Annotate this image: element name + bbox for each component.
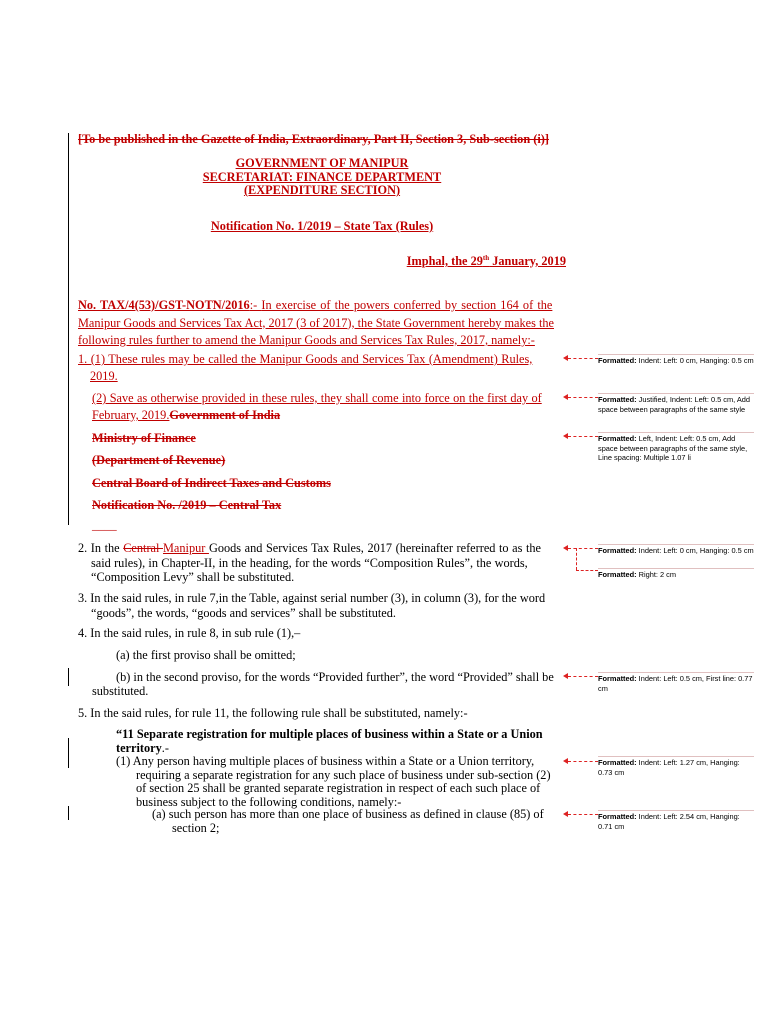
date-prefix: Imphal, the 29 — [406, 254, 483, 269]
rule1-del-cbic: Central Board of Indirect Taxes and Customs — [92, 476, 331, 490]
preamble-line1: In exercise of the powers conferred by section 164 of the — [261, 298, 553, 312]
comment-label: Formatted: — [598, 356, 637, 365]
comment-text: Justified, Indent: Left: 0.5 cm, Add space between paragraphs of the same style — [598, 395, 750, 414]
comment-text: Indent: Left: 2.54 cm, Hanging: 0.71 cm — [598, 812, 740, 831]
change-bar — [68, 738, 69, 768]
rule5-p1-l3: of section 25 shall be granted separate registration in respect of each such place of — [136, 781, 541, 796]
comment-balloon[interactable] — [598, 672, 754, 693]
leader-line — [568, 397, 598, 398]
comment-balloon[interactable] — [598, 354, 754, 366]
rule2-rest1: Goods and Services Tax Rules, 2017 (hereinafter referred to as the — [208, 541, 541, 555]
rule3-line1: 3. In the said rules, in rule 7,in the Table, against serial number (3), in column (3), for the word — [78, 591, 546, 605]
notification-title: Notification No. 1/2019 – State Tax (Rules) — [210, 219, 434, 233]
comment-text: Indent: Left: 1.27 cm, Hanging: 0.73 cm — [598, 758, 740, 777]
rule2-line2b: in Chapter-II, in the heading, for the words “Composition Rules”, the words, — [145, 555, 528, 570]
preamble-line3: following rules further to amend the Manipur Goods and Services Tax Rules, 2017, namely:- — [78, 333, 535, 347]
rule1-line2: 2019. — [90, 369, 118, 383]
rule4-sub-b1: (b) in the second proviso, for the words “Provided further”, the word “Provided” shall be — [116, 670, 554, 684]
comment-text: Indent: Left: 0.5 cm, First line: 0.77 cm — [598, 674, 753, 693]
rule5-heading1: “11 Separate registration for multiple places of business within a State or a Union — [116, 727, 543, 741]
rule3 — [78, 591, 570, 620]
comment-label: Formatted: — [598, 812, 637, 821]
change-bar — [68, 668, 69, 686]
preamble — [78, 297, 566, 350]
rule5-line1: 5. In the said rules, for rule 11, the following rule shall be substituted, namely:- — [78, 706, 468, 720]
leader-line — [576, 570, 598, 571]
comment-label: Formatted: — [598, 395, 637, 404]
comment-balloon[interactable] — [598, 810, 754, 831]
leader-line — [568, 761, 598, 762]
secretariat-title: SECRETARIAT: FINANCE DEPARTMENT — [202, 170, 442, 184]
change-bar — [68, 133, 69, 525]
rule1-sub2-line2 — [92, 408, 280, 423]
rule1-del-notification: Notification No. /2019 – Central Tax — [92, 498, 282, 512]
leader-line — [568, 358, 598, 359]
gazette-line: [To be published in the Gazette of India, Extraordinary, Part II, Section 3, Sub-section (i)] — [78, 132, 549, 146]
comment-balloon[interactable] — [598, 544, 754, 556]
rule2-line3: “Composition Levy” shall be substituted. — [91, 570, 295, 584]
comment-text: Left, Indent: Left: 0.5 cm, Add space between paragraphs of the same style, Line spacing: Multiple 1.07 li — [598, 434, 748, 463]
leader-line — [568, 814, 598, 815]
rule5-pa-l2: section 2; — [172, 820, 220, 835]
rule2-ins-word: Manipur — [163, 541, 209, 555]
rule2 — [78, 541, 566, 585]
rule3-line2: “goods”, the words, “goods and services” shall be substituted. — [91, 605, 396, 620]
rule4-sub-a: (a) the first proviso shall be omitted; — [116, 648, 296, 662]
rule5-heading2-text: territory — [116, 741, 162, 755]
comment-text: Right: 2 cm — [636, 570, 677, 579]
comment-balloon[interactable] — [598, 432, 754, 463]
preamble-sep: :- — [249, 298, 262, 312]
rule1-del-goi: Government of India — [169, 408, 281, 422]
comment-balloon[interactable] — [598, 568, 754, 580]
rule1-del-department: (Department of Revenue) — [92, 453, 226, 467]
preamble-line2: Manipur Goods and Services Tax Act, 2017 (3 of 2017), the State Government hereby makes the — [78, 315, 554, 330]
comment-text: Indent: Left: 0 cm, Hanging: 0.5 cm — [636, 546, 754, 555]
rule5-pa-l1: (a) such person has more than one place of business as defined in clause (85) of — [152, 807, 544, 821]
leader-line — [568, 676, 598, 677]
comment-balloon[interactable] — [598, 756, 754, 777]
comment-label: Formatted: — [598, 570, 637, 579]
rule1-del-ministry: Ministry of Finance — [92, 431, 196, 445]
gov-title: GOVERNMENT OF MANIPUR — [235, 156, 409, 170]
rule1-sub2-date: February, 2019. — [92, 408, 170, 422]
rule1-sub2-line1: (2) Save as otherwise provided in these rules, they shall come into force on the first day of — [92, 391, 542, 405]
rule5-p1-l2: requiring a separate registration for any such place of business under sub-section (2) — [136, 767, 551, 782]
comment-label: Formatted: — [598, 546, 637, 555]
comment-balloon[interactable] — [598, 393, 754, 414]
rule5-heading-tail: .- — [161, 741, 169, 755]
rule5-p1 — [116, 755, 551, 809]
rule1-del-dash: ____ — [92, 518, 117, 532]
preamble-ref: No. TAX/4(53)/GST-NOTN/2016 — [78, 298, 250, 312]
rule2-prefix: 2. In the — [78, 541, 124, 555]
date-suffix: January, 2019 — [489, 254, 566, 269]
leader-line — [576, 548, 577, 570]
comment-label: Formatted: — [598, 758, 637, 767]
section-title: (EXPENDITURE SECTION) — [243, 183, 401, 197]
comment-label: Formatted: — [598, 434, 637, 443]
rule5-p1-l4: business subject to the following conditions, namely:- — [136, 794, 402, 809]
rule2-line2a: said rules), — [91, 555, 146, 570]
leader-line — [568, 548, 598, 549]
rule5-pa — [152, 808, 544, 835]
rule4-line1: 4. In the said rules, in rule 8, in sub rule (1),– — [78, 626, 301, 640]
comment-text: Indent: Left: 0 cm, Hanging: 0.5 cm — [636, 356, 754, 365]
leader-line — [568, 436, 598, 437]
change-bar — [68, 806, 69, 820]
date-sup: th — [482, 254, 490, 262]
rule2-del-word: Central — [123, 541, 163, 555]
rule4-sub-b2: substituted. — [92, 684, 149, 698]
comment-label: Formatted: — [598, 674, 637, 683]
rule5-p1-l1: (1) Any person having multiple places of business within a State or a Union territory, — [116, 754, 535, 768]
date-line — [407, 254, 566, 269]
rule1-line1: 1. (1) These rules may be called the Manipur Goods and Services Tax (Amendment) Rules, — [78, 352, 533, 366]
